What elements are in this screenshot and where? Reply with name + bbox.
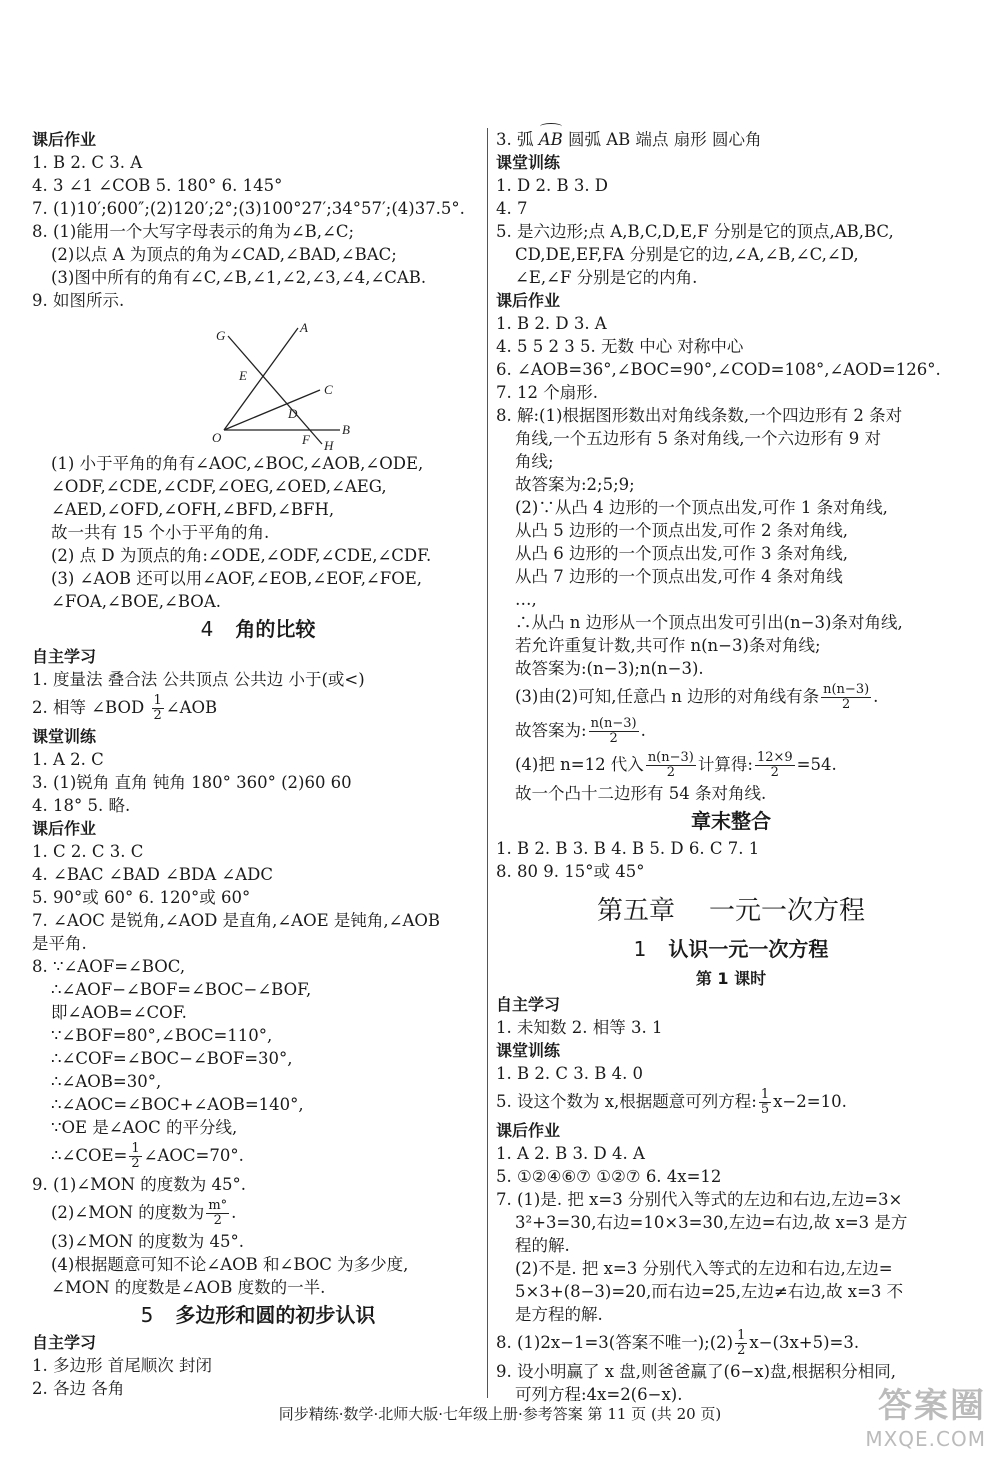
- answer-line: (4)把 n=12 代入 $\frac{n(n-3)}{2}$ 计算得: $\frac{12\times 9}{2}$ =54.: [515, 750, 837, 780]
- answer-line: (4)根据题意可知不论∠AOB 和∠BOC 为多少度,: [51, 1255, 409, 1274]
- page-footer: 同步精练·数学·北师大版·七年级上册·参考答案 第 11 页 (共 20 页): [278, 1405, 722, 1423]
- answer-line: 可列方程:4x=2(6−x).: [515, 1385, 683, 1404]
- answer-line: 8. (1)2x−1=3(答案不唯一);(2) $\frac{1}{2}$ x−(3x+5)=3.: [496, 1328, 860, 1358]
- answer-line: 4. 5 5 2 3 5. 无数 中心 对称中心: [496, 337, 744, 356]
- answer-line: 5. ①②④⑥⑦ ①②⑦ 6. 4x=12: [496, 1167, 722, 1186]
- answer-line: 从凸 7 边形的一个顶点出发,可作 4 条对角线: [515, 567, 843, 586]
- answer-line: 9. 设小明赢了 x 盘,则爸爸赢了(6−x)盘,根据积分相同,: [496, 1362, 897, 1381]
- answer-line: (1) 小于平角的角有∠AOC,∠BOC,∠AOB,∠ODE,: [51, 454, 424, 473]
- answer-line: 6. ∠AOB=36°,∠BOC=90°,∠COD=108°,∠AOD=126°.: [496, 360, 941, 379]
- answer-line: (3)图中所有的角有∠C,∠B,∠1,∠2,∠3,∠4,∠CAB.: [51, 268, 427, 287]
- answer-line: 1. A 2. C: [32, 750, 104, 769]
- answer-line: ∴∠AOF−∠BOF=∠BOC−∠BOF,: [51, 980, 312, 999]
- answer-line: 故答案为:2;5;9;: [515, 475, 635, 494]
- answer-line: (3)由(2)可知,任意凸 n 边形的对角线有条 $\frac{n(n-3)}{2}$ .: [515, 682, 879, 712]
- geometry-figure: [202, 318, 362, 450]
- answer-line: (2)∵从凸 4 边形的一个顶点出发,可作 1 条对角线,: [515, 498, 888, 517]
- answer-line: (3) ∠AOB 还可以用∠AOF,∠EOB,∠EOF,∠FOE,: [51, 569, 423, 588]
- section-name: 认识一元一次方程: [668, 937, 829, 961]
- fraction: $\frac{m^\circ}{2}$: [208, 1198, 228, 1228]
- homework-heading: 课后作业: [496, 1121, 561, 1140]
- label-c: C: [324, 382, 333, 397]
- answer-line: 8. 80 9. 15°或 45°: [496, 862, 645, 881]
- answer-line: 2. 各边 各角: [32, 1379, 125, 1398]
- answer-line: ∠E,∠F 分别是它的内角.: [515, 268, 698, 287]
- answer-line: ∵OE 是∠AOC 的平分线,: [51, 1118, 238, 1137]
- chapter-title: [496, 889, 966, 933]
- answer-line: 故答案为: $\frac{n(n-3)}{2}$ .: [515, 716, 646, 746]
- answer-line: 是平角.: [32, 934, 87, 953]
- answer-line: 5×3+(8−3)=20,而右边=25,左边≠右边,故 x=3 不: [515, 1282, 904, 1301]
- answer-line: 角线;: [515, 452, 554, 471]
- watermark-url: MXQE.COM: [865, 1427, 986, 1451]
- label-a: A: [300, 320, 308, 335]
- answer-line: ∠AED,∠OFD,∠OFH,∠BFD,∠BFH,: [51, 500, 335, 519]
- classroom-heading: 课堂训练: [496, 153, 561, 172]
- line-gh: [228, 336, 322, 444]
- answer-line: 5. 90°或 60° 6. 120°或 60°: [32, 888, 251, 907]
- label-e: E: [239, 368, 247, 383]
- answer-line: 1. 未知数 2. 相等 3. 1: [496, 1018, 663, 1037]
- section-title-1: [496, 933, 966, 965]
- fraction: $\frac{12\times 9}{2}$: [756, 750, 793, 780]
- answer-line: 1. 度量法 叠合法 公共顶点 公共边 小于(或<): [32, 670, 365, 689]
- answer-line: 1. B 2. D 3. A: [496, 314, 607, 333]
- answer-line: 1. C 2. C 3. C: [32, 842, 144, 861]
- fraction: $\frac{1}{2}$: [131, 1141, 140, 1171]
- classroom-heading: 课堂训练: [496, 1041, 561, 1060]
- answer-line: 是方程的解.: [515, 1305, 603, 1324]
- answer-line: (2)∠MON 的度数为 $\frac{m^\circ}{2}$ .: [51, 1198, 237, 1228]
- section-title-5: [32, 1299, 484, 1331]
- homework-heading: 课后作业: [496, 291, 561, 310]
- site-watermark: [865, 1378, 986, 1451]
- answer-line: (3)∠MON 的度数为 45°.: [51, 1232, 245, 1251]
- answer-line: 4. 3 ∠1 ∠COB 5. 180° 6. 145°: [32, 176, 283, 195]
- answer-line: 3²+3=30,右边=10×3=30,左边=右边,故 x=3 是方: [515, 1213, 908, 1232]
- answer-line: 8. ∵∠AOF=∠BOC,: [32, 957, 186, 976]
- watermark-logo-text: 答案圈: [878, 1386, 986, 1426]
- self-study-heading: 自主学习: [496, 995, 561, 1014]
- fraction: $\frac{1}{2}$: [153, 693, 162, 723]
- answer-line: 1. B 2. C 3. B 4. 0: [496, 1064, 644, 1083]
- label-o: O: [212, 430, 222, 445]
- answer-line: 3. 弧 AB 圆弧 AB 端点 扇形 圆心角: [496, 130, 762, 149]
- answer-line: 若允许重复计数,共可作 n(n−3)条对角线;: [515, 636, 821, 655]
- fraction: $\frac{n(n-3)}{2}$: [647, 750, 694, 780]
- answer-line: 9. (1)∠MON 的度数为 45°.: [32, 1175, 247, 1194]
- answer-line: 故一共有 15 个小于平角的角.: [51, 523, 270, 542]
- fraction: $\frac{1}{5}$: [760, 1087, 770, 1117]
- fraction: $\frac{1}{2}$: [737, 1328, 746, 1358]
- answer-line: 从凸 5 边形的一个顶点出发,可作 2 条对角线,: [515, 521, 848, 540]
- answer-line: ∴∠COE= $\frac{1}{2}$ ∠AOC=70°.: [51, 1141, 244, 1171]
- answer-line: ∵∠BOF=80°,∠BOC=110°,: [51, 1026, 273, 1045]
- answer-line: 故答案为:(n−3);n(n−3).: [515, 659, 704, 678]
- homework-heading: 课后作业: [32, 130, 97, 149]
- fraction: $\frac{n(n-3)}{2}$: [590, 716, 637, 746]
- section-number: 4: [200, 617, 214, 641]
- answer-line: 5. 设这个数为 x,根据题意可列方程: $\frac{1}{5}$ x−2=10.: [496, 1087, 847, 1117]
- chapter-summary-title: 章末整合: [691, 809, 771, 833]
- answer-line: 1. A 2. B 3. D 4. A: [496, 1144, 645, 1163]
- section-number: 1: [633, 937, 647, 961]
- answer-line: 1. 多边形 首尾顺次 封闭: [32, 1356, 212, 1375]
- label-d: D: [288, 406, 298, 421]
- answer-line: (2) 点 D 为顶点的角:∠ODE,∠ODF,∠CDE,∠CDF.: [51, 546, 432, 565]
- answer-line: 4. 18° 5. 略.: [32, 796, 131, 815]
- answer-line: ∴∠COF=∠BOC−∠BOF=30°,: [51, 1049, 293, 1068]
- chapter-name: 一元一次方程: [709, 896, 866, 926]
- answer-line: 8. (1)能用一个大写字母表示的角为∠B,∠C;: [32, 222, 355, 241]
- answer-line: 2. 相等 ∠BOD $\frac{1}{2}$ ∠AOB: [32, 693, 218, 723]
- label-f: F: [302, 432, 310, 447]
- answer-line: 程的解.: [515, 1236, 570, 1255]
- label-g: G: [216, 328, 226, 343]
- answer-line: 1. D 2. B 3. D: [496, 176, 609, 195]
- answer-line: 8. 解:(1)根据图形数出对角线条数,一个四边形有 2 条对: [496, 406, 903, 425]
- answer-line: ∠MON 的度数是∠AOB 度数的一半.: [51, 1278, 326, 1297]
- answer-line: 4. 7: [496, 199, 528, 218]
- right-column: [496, 128, 966, 1406]
- chapter-number: 第五章: [596, 896, 675, 926]
- answer-line: ∠FOA,∠BOE,∠BOA.: [51, 592, 221, 611]
- homework-heading: 课后作业: [32, 819, 97, 838]
- answer-line: (2)以点 A 为顶点的角为∠CAD,∠BAD,∠BAC;: [51, 245, 397, 264]
- answer-line: (2)不是. 把 x=3 分别代入等式的左边和右边,左边=: [515, 1259, 893, 1278]
- section-title-4: [32, 613, 484, 645]
- answer-line: 7. (1)10′;600″;(2)120′;2°;(3)100°27′;34°57′;(4)37.5°.: [32, 199, 465, 218]
- self-study-heading: 自主学习: [32, 647, 97, 666]
- self-study-heading: 自主学习: [32, 1333, 97, 1352]
- label-b: B: [342, 422, 350, 437]
- answer-line: 4. ∠BAC ∠BAD ∠BDA ∠ADC: [32, 865, 273, 884]
- answer-line: 3. (1)锐角 直角 钝角 180° 360° (2)60 60: [32, 773, 352, 792]
- answer-line: 7. ∠AOC 是锐角,∠AOD 是直角,∠AOE 是钝角,∠AOB: [32, 911, 441, 930]
- section-name: 多边形和圆的初步认识: [175, 1303, 376, 1327]
- answer-line: 7. 12 个扇形.: [496, 383, 598, 402]
- answer-line: CD,DE,EF,FA 分别是它的边,∠A,∠B,∠C,∠D,: [515, 245, 859, 264]
- answer-line: 故一个凸十二边形有 54 条对角线.: [515, 784, 767, 803]
- lesson-title: 第 1 课时: [695, 969, 767, 988]
- section-name: 角的比较: [235, 617, 316, 641]
- fraction: $\frac{n(n-3)}{2}$: [823, 682, 870, 712]
- answer-line: 9. 如图所示.: [32, 291, 125, 310]
- angle-diagram: [202, 318, 362, 450]
- answer-line: 7. (1)是. 把 x=3 分别代入等式的左边和右边,左边=3×: [496, 1190, 903, 1209]
- arc-notation: AB: [538, 130, 563, 149]
- answer-line: 角线,一个五边形有 5 条对角线,一个六边形有 9 对: [515, 429, 881, 448]
- section-number: 5: [140, 1303, 154, 1327]
- classroom-heading: 课堂训练: [32, 727, 97, 746]
- answer-line: ∠ODF,∠CDE,∠CDF,∠OEG,∠OED,∠AEG,: [51, 477, 387, 496]
- answer-line: …,: [515, 590, 537, 609]
- answer-line: ∴从凸 n 边形从一个顶点出发可引出(n−3)条对角线,: [515, 613, 903, 632]
- label-h: H: [324, 438, 334, 450]
- answer-line: 从凸 6 边形的一个顶点出发,可作 3 条对角线,: [515, 544, 848, 563]
- answer-line: 5. 是六边形;点 A,B,C,D,E,F 分别是它的顶点,AB,BC,: [496, 222, 894, 241]
- answer-line: 即∠AOB=∠COF.: [51, 1003, 187, 1022]
- answer-line: 1. B 2. B 3. B 4. B 5. D 6. C 7. 1: [496, 839, 760, 858]
- left-column: [32, 128, 484, 1400]
- column-divider: [487, 128, 488, 1398]
- answer-line: 1. B 2. C 3. A: [32, 153, 143, 172]
- answer-line: ∴∠AOB=30°,: [51, 1072, 162, 1091]
- answer-line: ∴∠AOC=∠BOC+∠AOB=140°,: [51, 1095, 304, 1114]
